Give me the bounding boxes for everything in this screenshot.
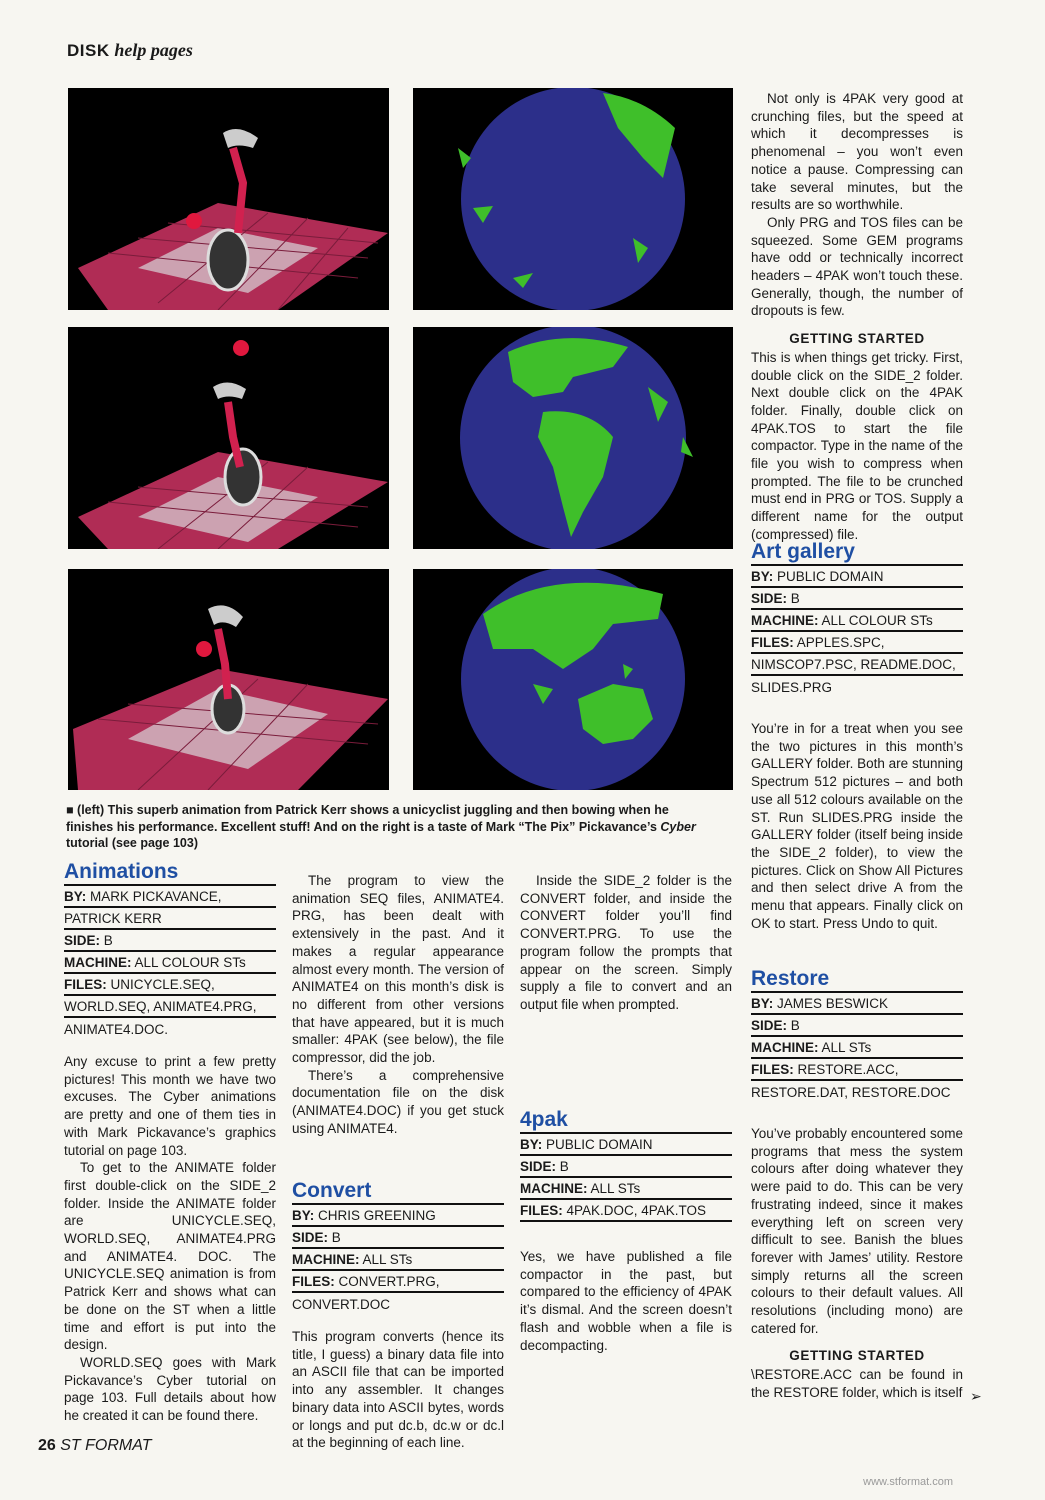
magazine-name: ST FORMAT [60, 1437, 152, 1454]
globe-frame-3 [413, 569, 733, 790]
restore-para-1: You’ve probably encountered some programs that mess the system colours after doing whatever they were paid to do. This can be very frustrating indeed, since it makes everything left on screen very difficult to see. Banish the blues forever with James’ utility. Restore simply returns all the screen colours to their default values. All resolutions (including mono) are catered for. [751, 1126, 963, 1336]
gallery-info-box: BY: PUBLIC DOMAIN SIDE: B MACHINE: ALL COLOUR STs FILES: APPLES.SPC, NIMSCOP7.PSC, README.DOC, SLIDES.PRG [751, 564, 963, 696]
animations-column [64, 860, 276, 1425]
animations-heading: Animations [64, 860, 179, 883]
convert-para-1: This program converts (hence its title, I guess) a binary data file into an ASCII file that can be imported into any assembler. It changes binary data into ASCII bytes, words or longs and put dc.b, dc.w or dc.l at the beginning of each line. [292, 1329, 504, 1451]
animations-info-box: BY: MARK PICKAVANCE, PATRICK KERR SIDE: B MACHINE: ALL COLOUR STs FILES: UNICYCLE.SEQ, WORLD.SEQ, ANIMATE4.PRG, ANIMATE4.DOC. [64, 884, 276, 1038]
fourpak-info-box: BY: PUBLIC DOMAIN SIDE: B MACHINE: ALL STs FILES: 4PAK.DOC, 4PAK.TOS [520, 1132, 732, 1222]
unicycle-frame-2 [68, 327, 389, 549]
section-label: DISK [67, 41, 110, 60]
fourpak-para-4: This is when things get tricky. First, double click on the SIDE_2 folder. Next double click on the 4PAK folder. Finally, double click on 4PAK.TOS to start the file compactor. Type in the name of the file you wish to compress when prompted. The file to be crunched must end in PRG or TOS. Supply a different name for the output (compressed) file. [751, 349, 963, 542]
globe-frame-2 [413, 327, 733, 549]
caption-bullet: ■ [66, 803, 74, 817]
restore-info-box: BY: JAMES BESWICK SIDE: B MACHINE: ALL STs FILES: RESTORE.ACC, RESTORE.DAT, RESTORE.DOC [751, 991, 963, 1101]
gallery-para-1: You’re in for a treat when you see the two pictures in this month’s GALLERY folder. Both are stunning Spectrum 512 pictures – and both use all 512 colours available on the ST. Run SLIDES.PRG inside the GALLERY folder (itself being inside the SIDE_2 folder), to view the pictures. Click on Show All Pictures and then select drive A from the menu that appears. Finally click on OK to start. Press Undo to quit. [751, 721, 963, 931]
fourpak-heading: 4pak [520, 1108, 568, 1131]
column-4 [751, 90, 963, 544]
gallery-heading: Art gallery [751, 540, 855, 563]
restore-subheading: GETTING STARTED [789, 1348, 925, 1364]
column-2 [292, 872, 504, 1138]
page-header [67, 40, 193, 61]
unicycle-frame-3 [68, 569, 389, 790]
convert-info-box: BY: CHRIS GREENING SIDE: B MACHINE: ALL STs FILES: CONVERT.PRG, CONVERT.DOC [292, 1203, 504, 1313]
restore-heading: Restore [751, 967, 830, 990]
restore-section [751, 967, 963, 1402]
convert-heading: Convert [292, 1179, 372, 1202]
animations-para-3: WORLD.SEQ goes with Mark Pickavance’s Cyber tutorial on page 103. Full details about how he created it can be found there. [64, 1354, 276, 1424]
watermark: www.stformat.com [863, 1476, 953, 1488]
image-caption [66, 802, 706, 852]
fourpak-section [520, 1108, 732, 1354]
restore-para-2: \RESTORE.ACC can be found in the RESTORE folder, which is itself [751, 1367, 963, 1400]
animations-para-4: The program to view the animation SEQ files, ANIMATE4. PRG, has been dealt with extensively in the past. And it makes a regular appearance almost every month. The version of ANIMATE4 on this month’s disk is no different from other versions that have appeared, but it is much smaller: 4PAK (see below), the file compressor, did the job. [292, 873, 504, 1066]
section-subtitle: help pages [114, 40, 193, 60]
fourpak-subheading: GETTING STARTED [789, 331, 925, 347]
fourpak-para-1: Yes, we have published a file compactor in the past, but compared to the efficiency of 4PAK it’s dismal. And the screen doesn’t flash and wobble when a file is decompacting. [520, 1249, 732, 1353]
caption-text-2: tutorial (see page 103) [66, 836, 198, 850]
page-number: 26 [38, 1437, 56, 1454]
animations-para-5: There’s a comprehensive documentation file on the disk (ANIMATE4.DOC) if you get stuck using ANIMATE4. [292, 1067, 504, 1136]
fourpak-para-2: Not only is 4PAK very good at crunching files, but the speed at which it decompresses is phenomenal – you won’t even notice a pause. Compressing can take several minutes, but the results are so worthwhile. [751, 91, 963, 213]
convert-para-2: Inside the SIDE_2 folder is the CONVERT folder, and inside the CONVERT folder you’ll find CONVERT.PRG. To use the program follow the prompts that appear on the screen. Simply supply a file to convert and an output file when prompted. [520, 873, 732, 1012]
caption-italic: Cyber [660, 819, 696, 834]
gallery-section [751, 540, 963, 932]
page-footer [38, 1437, 152, 1455]
animations-para-2: To get to the ANIMATE folder first double-click on the SIDE_2 folder. Inside the ANIMATE folder are UNICYCLE.SEQ, WORLD.SEQ, ANIMATE4.PRG and ANIMATE4. DOC. The UNICYCLE.SEQ animation is from Patrick Kerr and shows what can be done on the ST when a little time and effort is put into the design. [64, 1160, 276, 1353]
caption-text-1: (left) This superb animation from Patrick Kerr shows a unicyclist juggling and then bowing when he finishes his performance. Excellent stuff! And on the right is a taste of Mark “The Pix” Pickavance’s [66, 803, 669, 834]
unicycle-frame-1 [68, 88, 389, 310]
convert-section [292, 1179, 504, 1452]
animations-para-1: Any excuse to print a few pretty pictures! This month we have two excuses. The Cyber animations are pretty and one of them ties in with Mark Pickavance’s graphics tutorial on page 103. [64, 1054, 276, 1158]
continue-arrow-icon: ➢ [970, 1388, 982, 1404]
fourpak-para-3: Only PRG and TOS files can be squeezed. Some GEM programs have odd or technically incorrect headers – 4PAK won’t touch these. Generally, though, the number of dropouts is few. [751, 214, 963, 319]
globe-frame-1 [413, 88, 733, 310]
column-3 [520, 872, 732, 1014]
